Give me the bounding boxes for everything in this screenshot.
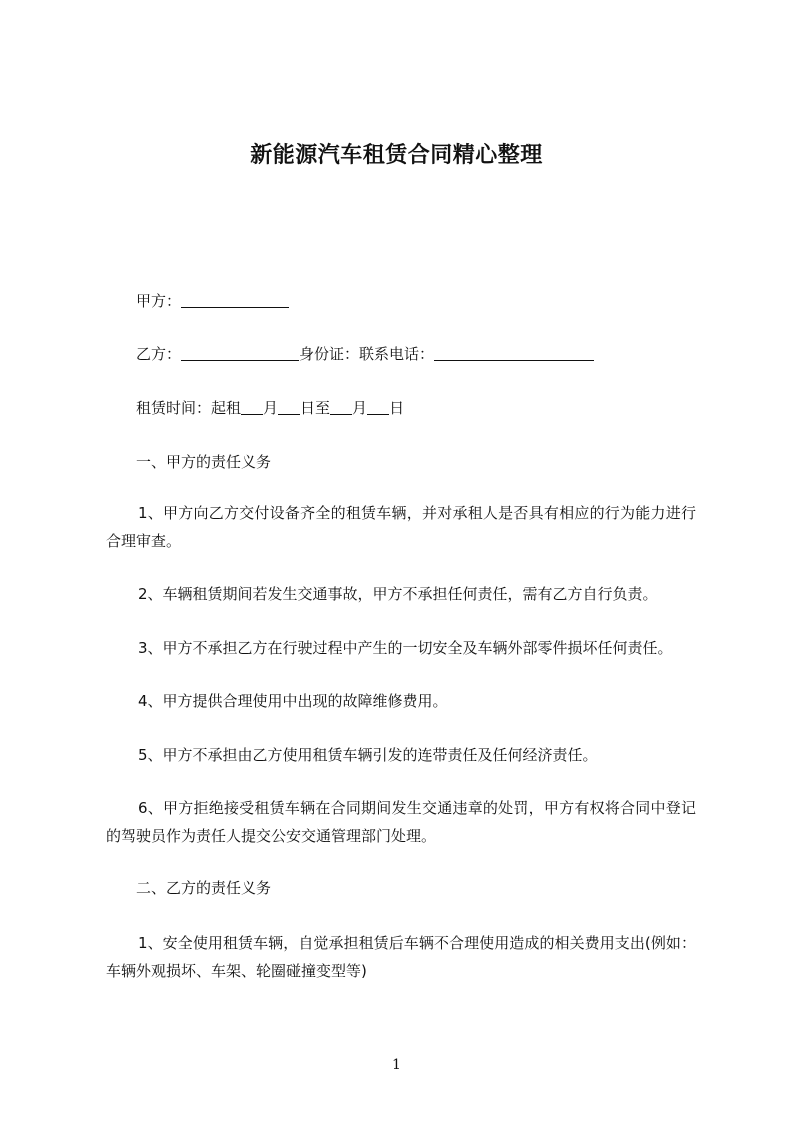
id-card-label: 身份证： xyxy=(299,345,360,363)
start-day-blank[interactable] xyxy=(278,399,300,415)
start-month-blank[interactable] xyxy=(241,399,263,415)
end-day-blank[interactable] xyxy=(367,399,389,415)
section-b-heading: 二、乙方的责任义务 xyxy=(136,879,272,897)
start-month-label: 月 xyxy=(263,399,279,417)
phone-label: 联系电话： xyxy=(359,345,435,363)
section-a-item-6: 6、甲方拒绝接受租赁车辆在合同期间发生交通违章的处罚，甲方有权将合同中登记的驾驶员作为责任人提交公安交通管理部门处理。 xyxy=(106,799,696,845)
section-a-item-5: 5、甲方不承担由乙方使用租赁车辆引发的连带责任及任何经济责任。 xyxy=(138,746,598,764)
end-month-label: 月 xyxy=(352,399,368,417)
party-b-blank[interactable] xyxy=(181,345,299,361)
party-a-blank[interactable] xyxy=(181,292,289,308)
end-day-label: 日 xyxy=(389,399,405,417)
section-a-item-3: 3、甲方不承担乙方在行驶过程中产生的一切安全及车辆外部零件损坏任何责任。 xyxy=(138,639,673,657)
section-a-heading: 一、甲方的责任义务 xyxy=(136,453,272,471)
party-a-label: 甲方： xyxy=(136,292,182,310)
rental-time-label: 租赁时间：起租 xyxy=(136,399,242,417)
start-day-label: 日至 xyxy=(300,399,331,417)
document-title: 新能源汽车租赁合同精心整理 xyxy=(250,143,543,168)
section-a-item-1: 1、甲方向乙方交付设备齐全的租赁车辆，并对承租人是否具有相应的行为能力进行合理审查。 xyxy=(106,504,696,550)
section-b-item-1: 1、安全使用租赁车辆，自觉承担租赁后车辆不合理使用造成的相关费用支出(例如：车辆外观损坏、车架、轮圈碰撞变型等) xyxy=(106,934,696,980)
rental-time-line xyxy=(136,397,404,419)
phone-blank[interactable] xyxy=(434,345,594,361)
section-a-item-2: 2、车辆租赁期间若发生交通事故，甲方不承担任何责任，需有乙方自行负责。 xyxy=(138,585,658,603)
page-number: 1 xyxy=(392,1057,401,1073)
end-month-blank[interactable] xyxy=(330,399,352,415)
party-b-label: 乙方： xyxy=(136,345,182,363)
section-a-item-4: 4、甲方提供合理使用中出现的故障维修费用。 xyxy=(138,692,448,710)
party-b-line xyxy=(136,343,594,365)
party-a-line xyxy=(136,290,289,312)
